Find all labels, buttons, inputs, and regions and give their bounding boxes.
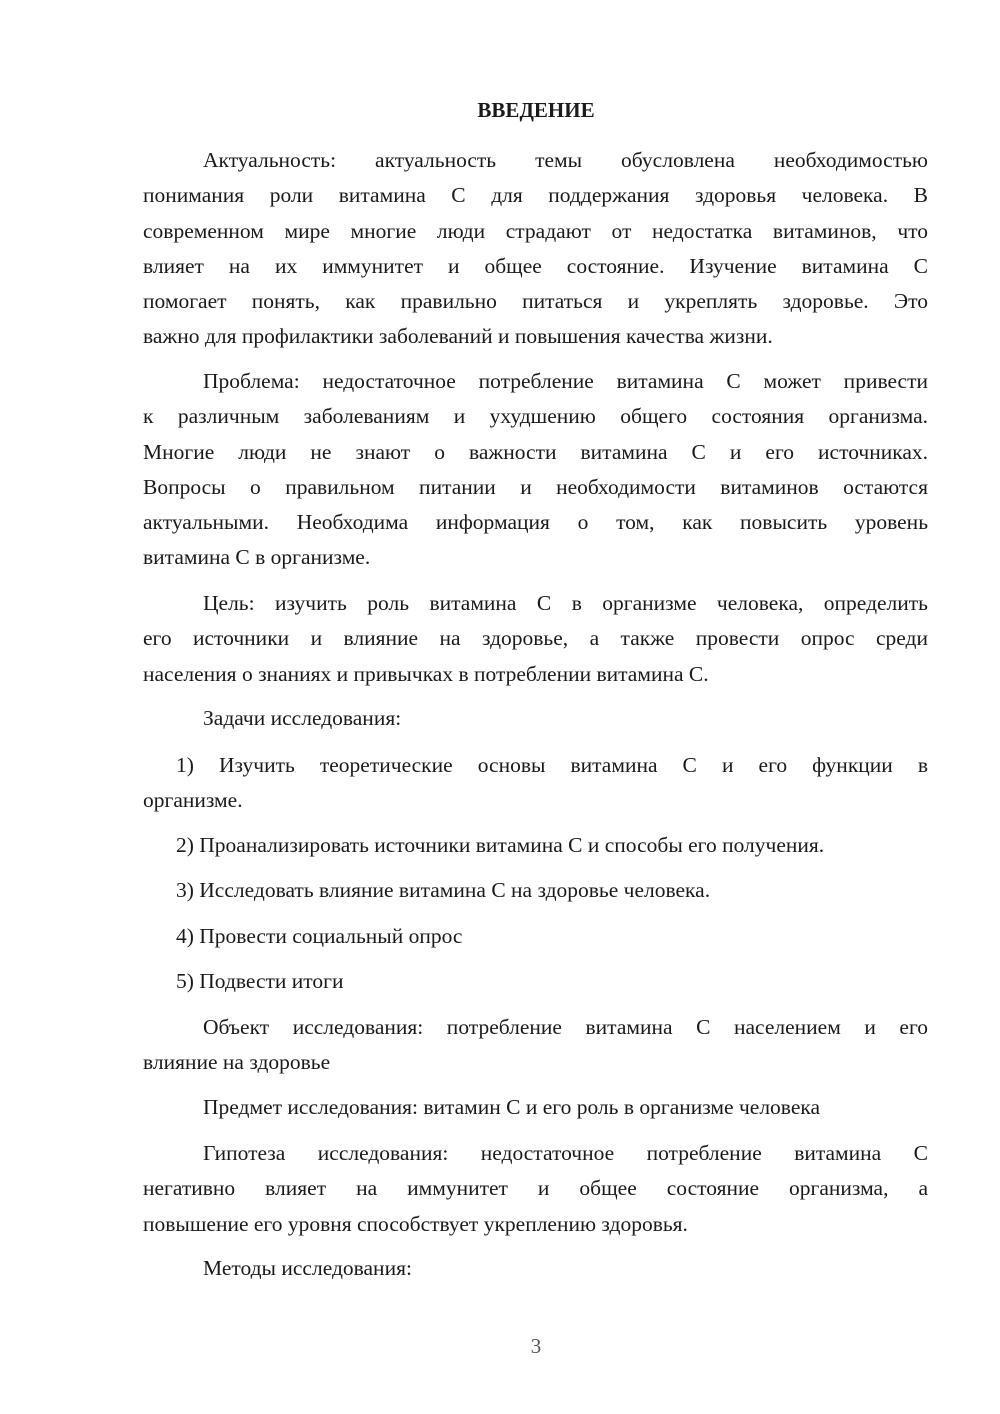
text-line: актуальными. Необходима информация о том, как повысить уровень — [143, 510, 928, 535]
text-line: понимания роли витамина С для поддержания здоровья человека. В — [143, 183, 928, 208]
list-item — [143, 748, 928, 819]
text-line: 5) Подвести итоги — [176, 969, 344, 993]
list-item — [143, 964, 928, 999]
text-line: повышение его уровня способствует укреплению здоровья. — [143, 1211, 688, 1236]
page-number: 3 — [530, 1334, 542, 1358]
text-line: 2) Проанализировать источники витамина С и способы его получения. — [176, 833, 825, 857]
text-line: населения о знаниях и привычках в потреблении витамина С. — [143, 661, 709, 686]
text-line: Проблема: недостаточное потребление витамина С может привести — [203, 369, 928, 393]
text-line: 1) Изучить теоретические основы витамина С и его функции в — [176, 753, 928, 777]
text-line: его источники и влияние на здоровье, а также провести опрос среди — [143, 626, 928, 651]
text-line: негативно влияет на иммунитет и общее состояние организма, а — [143, 1176, 928, 1201]
text-line: Объект исследования: потребление витамина С населением и его — [203, 1015, 928, 1039]
paragraph — [143, 1010, 928, 1081]
text-line: Актуальность: актуальность темы обусловлена необходимостью — [203, 148, 928, 172]
paragraph — [143, 586, 928, 692]
list-item — [143, 828, 928, 863]
text-line: витамина С в организме. — [143, 545, 371, 570]
paragraph — [143, 1136, 928, 1242]
paragraph — [143, 701, 928, 736]
text-line: 3) Исследовать влияние витамина С на здоровье человека. — [176, 878, 711, 902]
list-item — [143, 919, 928, 954]
section-title: ВВЕДЕНИЕ — [477, 98, 595, 122]
text-line: влияет на их иммунитет и общее состояние. Изучение витамина С — [143, 253, 928, 278]
text-line: Предмет исследования: витамин С и его роль в организме человека — [203, 1095, 821, 1119]
paragraph — [143, 364, 928, 576]
text-line: влияние на здоровье — [143, 1050, 331, 1075]
text-line: организме. — [143, 788, 243, 813]
list-item — [143, 873, 928, 908]
paragraph — [143, 1090, 928, 1125]
paragraph — [143, 143, 928, 355]
text-line: важно для профилактики заболеваний и повышения качества жизни. — [143, 324, 773, 349]
text-line: Задачи исследования: — [203, 706, 402, 730]
text-line: Цель: изучить роль витамина С в организме человека, определить — [203, 591, 928, 615]
text-line: к различным заболеваниям и ухудшению общего состояния организма. — [143, 404, 928, 429]
text-line: Гипотеза исследования: недостаточное потребление витамина С — [203, 1141, 928, 1165]
paragraph — [143, 1251, 928, 1286]
text-line: Вопросы о правильном питании и необходимости витаминов остаются — [143, 474, 928, 499]
text-line: помогает понять, как правильно питаться и укреплять здоровье. Это — [143, 289, 928, 314]
text-line: современном мире многие люди страдают от недостатка витаминов, что — [143, 218, 928, 243]
text-line: 4) Провести социальный опрос — [176, 924, 463, 948]
text-line: Методы исследования: — [203, 1256, 412, 1280]
text-line: Многие люди не знают о важности витамина С и его источниках. — [143, 439, 928, 464]
